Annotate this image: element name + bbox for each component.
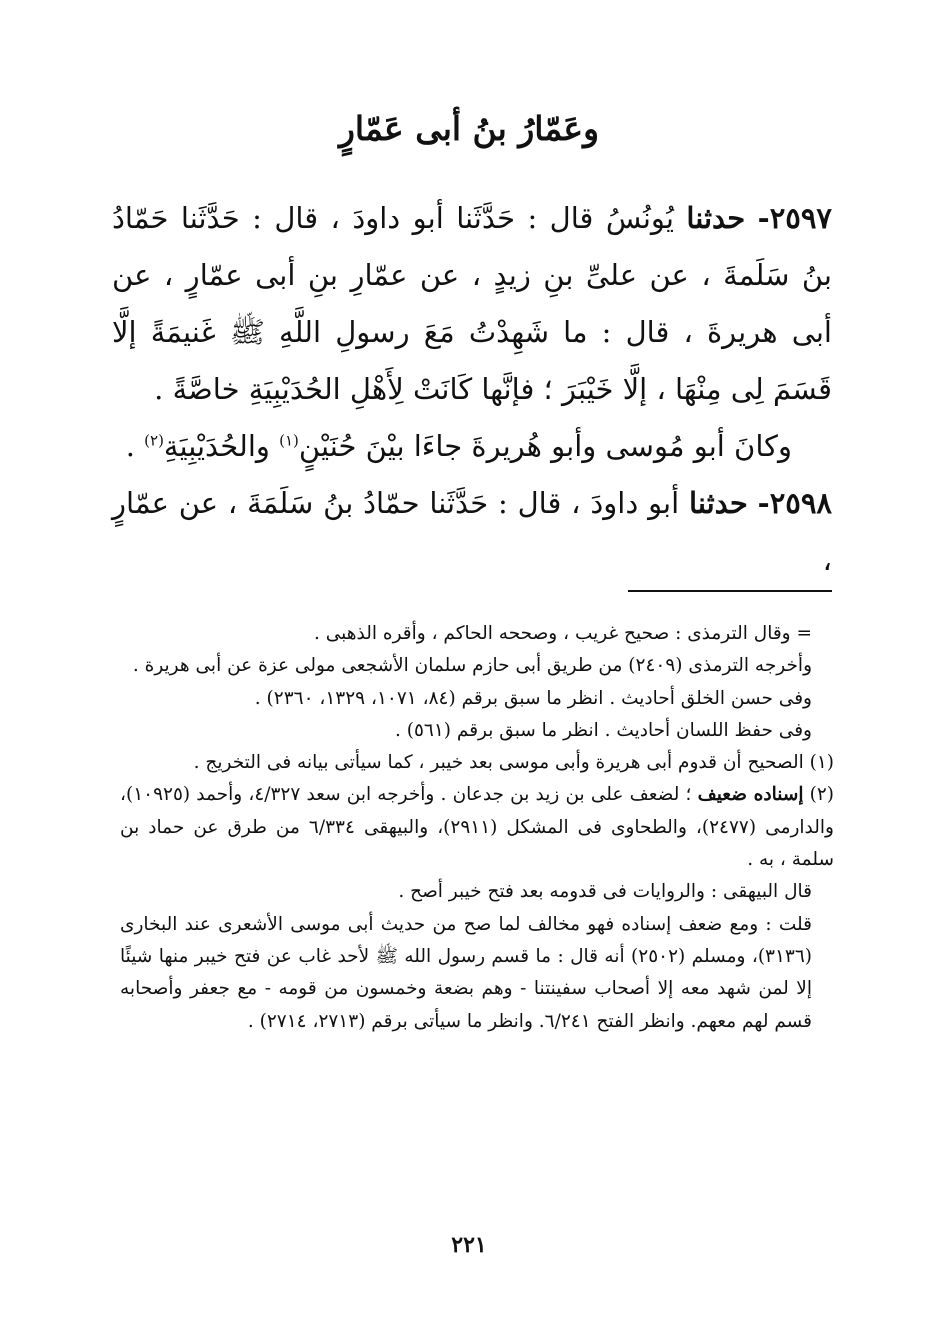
footnote-line: وفى حسن الخلق أحاديث . انظر ما سبق برقم (٨٤، ١٠٧١، ١٣٢٩، ٢٣٦٠) . — [254, 687, 812, 709]
footnote-2-prefix: (٢) — [803, 784, 835, 806]
footnote-2 — [120, 779, 834, 876]
footnote-2-text: ؛ لضعف على بن زيد بن جدعان . وأخرجه ابن سعد ٤/٣٢٧، وأحمد (١٠٩٢٥)، والدارمى (٢٤٧٧)، والطحاوى فى المشكل (٢٩١١)، والبيهقى ٦/٣٣٤ من طرق عن حماد بن سلمة ، به . — [120, 784, 834, 871]
note-text-3: . — [125, 429, 145, 463]
footnote-2-grade: إسناده ضعيف — [697, 784, 804, 806]
note-text-2: والحُدَيْبِيَةِ — [163, 429, 280, 463]
footnote-line: وفى حفظ اللسان أحاديث . انظر ما سبق برقم (٥٦١) . — [394, 719, 812, 741]
hadith-2598 — [112, 475, 832, 589]
page-number: ٢٢١ — [451, 1232, 487, 1258]
footnotes — [120, 618, 834, 1038]
main-text — [112, 190, 832, 589]
hadith-number: ٢٥٩٧- — [757, 201, 832, 235]
footnote-1: (١) الصحيح أن قدوم أبى هريرة وأبى موسى بعد خيبر ، كما سيأتى بيانه فى التخريج . — [193, 752, 834, 774]
chapter-heading: وعَمّارُ بنُ أبى عَمّارٍ — [338, 109, 600, 148]
footnote-marker-1: (١) — [279, 431, 299, 450]
footnote-line: = وقال الترمذى : صحيح غريب ، وصححه الحاكم ، وأقره الذهبى . — [313, 623, 812, 644]
footnote-line: وأخرجه الترمذى (٢٤٠٩) من طريق أبى حازم سلمان الأشجعى مولى عزة عن أبى هريرة . — [132, 655, 812, 677]
hadith-number: ٢٥٩٨- — [757, 486, 833, 520]
note-text-1: وكانَ أبو مُوسى وأبو هُريرةَ جاءَا بيْنَ حُنَيْنٍ — [298, 429, 792, 463]
hadith-lead: حدثنا — [689, 486, 748, 520]
footnote-line: قال البيهقى : والروايات فى قدومه بعد فتح خيبر أصح . — [398, 881, 812, 903]
hadith-text: يُونُسُ قال : حَدَّثَنا أبو داودَ ، قال : حَدَّثَنا حَمّادُ بنُ سَلَمةَ ، عن علىِّ بنِ زيدٍ ، عن عمّارِ بنِ أبى عمّارٍ ، عن أبى هريرةَ ، قال : ما شَهِدْتُ مَعَ رسولِ اللَّهِ ﷺ غَنيمَةً إلَّا قَسَمَ لِى مِنْهَا ، إلَّا خَيْبَرَ ؛ فإنَّها كَانَتْ لِأَهْلِ الحُدَيْبِيَةِ خاصَّةً . — [112, 201, 832, 406]
hadith-2597 — [112, 190, 832, 418]
hadith-text: أبو داودَ ، قال : حَدَّثَنا حمّادُ بنُ سَلَمَةَ ، عن عمّارٍ ، — [112, 486, 832, 577]
footnote-divider — [628, 590, 832, 592]
hadith-lead: حدثنا — [686, 201, 746, 235]
narrator-note — [112, 418, 832, 475]
footnote-marker-2: (٢) — [144, 431, 164, 450]
footnote-line: قلت : ومع ضعف إسناده فهو مخالف لما صح من حديث أبى موسى الأشعرى عند البخارى (٣١٣٦)، ومسلم (٢٥٠٢) أنه قال : ما قسم رسول الله ﷺ لأحد غاب عن فتح خيبر منها شيئًا إلا لمن شهد معه إلا أصحاب سفينتنا - وهم بضعة وخمسون من قومه - مع جعفر وأصحابه قسم لهم معهم. وانظر الفتح ٦/٢٤١. وانظر ما سيأتى برقم (٢٧١٣، ٢٧١٤) . — [120, 913, 812, 1032]
